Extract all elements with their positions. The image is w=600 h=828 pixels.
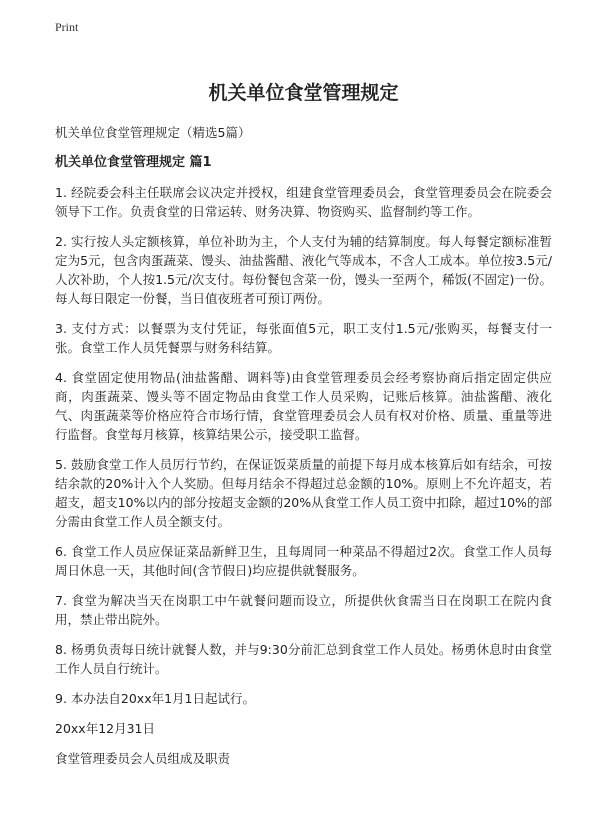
paragraph: 4. 食堂固定使用物品(油盐酱醋、调料等)由食堂管理委员会经考察协商后指定固定供应商，肉蛋蔬菜、馒头等不固定物品由食堂工作人员采购，记账后核算。油盐酱醋、液化气、肉蛋蔬菜等价格应符合市场行情，食堂管理委员会人员有权对价格、质量、重量等进行监督。食堂每月核算，核算结果公示，接受职工监督。: [55, 370, 552, 442]
section-heading: 机关单位食堂管理规定 篇1: [55, 155, 212, 170]
document-body: [55, 80, 552, 779]
paragraph: 5. 鼓励食堂工作人员厉行节约，在保证饭菜质量的前提下每月成本核算后如有结余，可按结余款的20%计入个人奖励。但每月结余不得超过总金额的10%。原则上不允许超支，若超支，超支10%以内的部分按超支金额的20%从食堂工作人员工资中扣除，超过10%的部分需由食堂工作人员全额支付。: [55, 457, 552, 529]
paragraph: 8. 杨勇负责每日统计就餐人数，并与9:30分前汇总到食堂工作人员处。杨勇休息时由食堂工作人员自行统计。: [55, 642, 552, 676]
footer-heading: 食堂管理委员会人员组成及职责: [55, 751, 231, 766]
paragraph: 2. 实行按人头定额核算，单位补助为主，个人支付为辅的结算制度。每人每餐定额标准暂定为5元，包含肉蛋蔬菜、馒头、油盐酱醋、液化气等成本，不含人工成本。单位按3.5元/人次补助，个人按1.5元/次支付。每份餐包含菜一份，馒头一至两个，稀饭(不固定)一份。每人每日限定一份餐，当日值夜班者可预订两份。: [55, 234, 552, 306]
paragraph: 3. 支付方式：以餐票为支付凭证，每张面值5元，职工支付1.5元/张购买，每餐支付一张。食堂工作人员凭餐票与财务科结算。: [55, 321, 552, 355]
paragraph: 7. 食堂为解决当天在岗职工中午就餐问题而设立，所提供伙食需当日在岗职工在院内食用，禁止带出院外。: [55, 593, 552, 627]
print-link[interactable]: Print: [55, 20, 79, 34]
paragraph: 1. 经院委会科主任联席会议决定并授权，组建食堂管理委员会，食堂管理委员会在院委会领导下工作。负责食堂的日常运转、财务决算、物资购买、监督制约等工作。: [55, 185, 552, 219]
document-subtitle: 机关单位食堂管理规定（精选5篇）: [55, 125, 251, 140]
page-title: 机关单位食堂管理规定: [208, 82, 399, 104]
paragraph: 9. 本办法自20xx年1月1日起试行。: [55, 691, 256, 706]
paragraph: 6. 食堂工作人员应保证菜品新鲜卫生，且每周同一种菜品不得超过2次。食堂工作人员每周日休息一天，其他时间(含节假日)均应提供就餐服务。: [55, 544, 552, 578]
document-date: 20xx年12月31日: [55, 721, 156, 736]
